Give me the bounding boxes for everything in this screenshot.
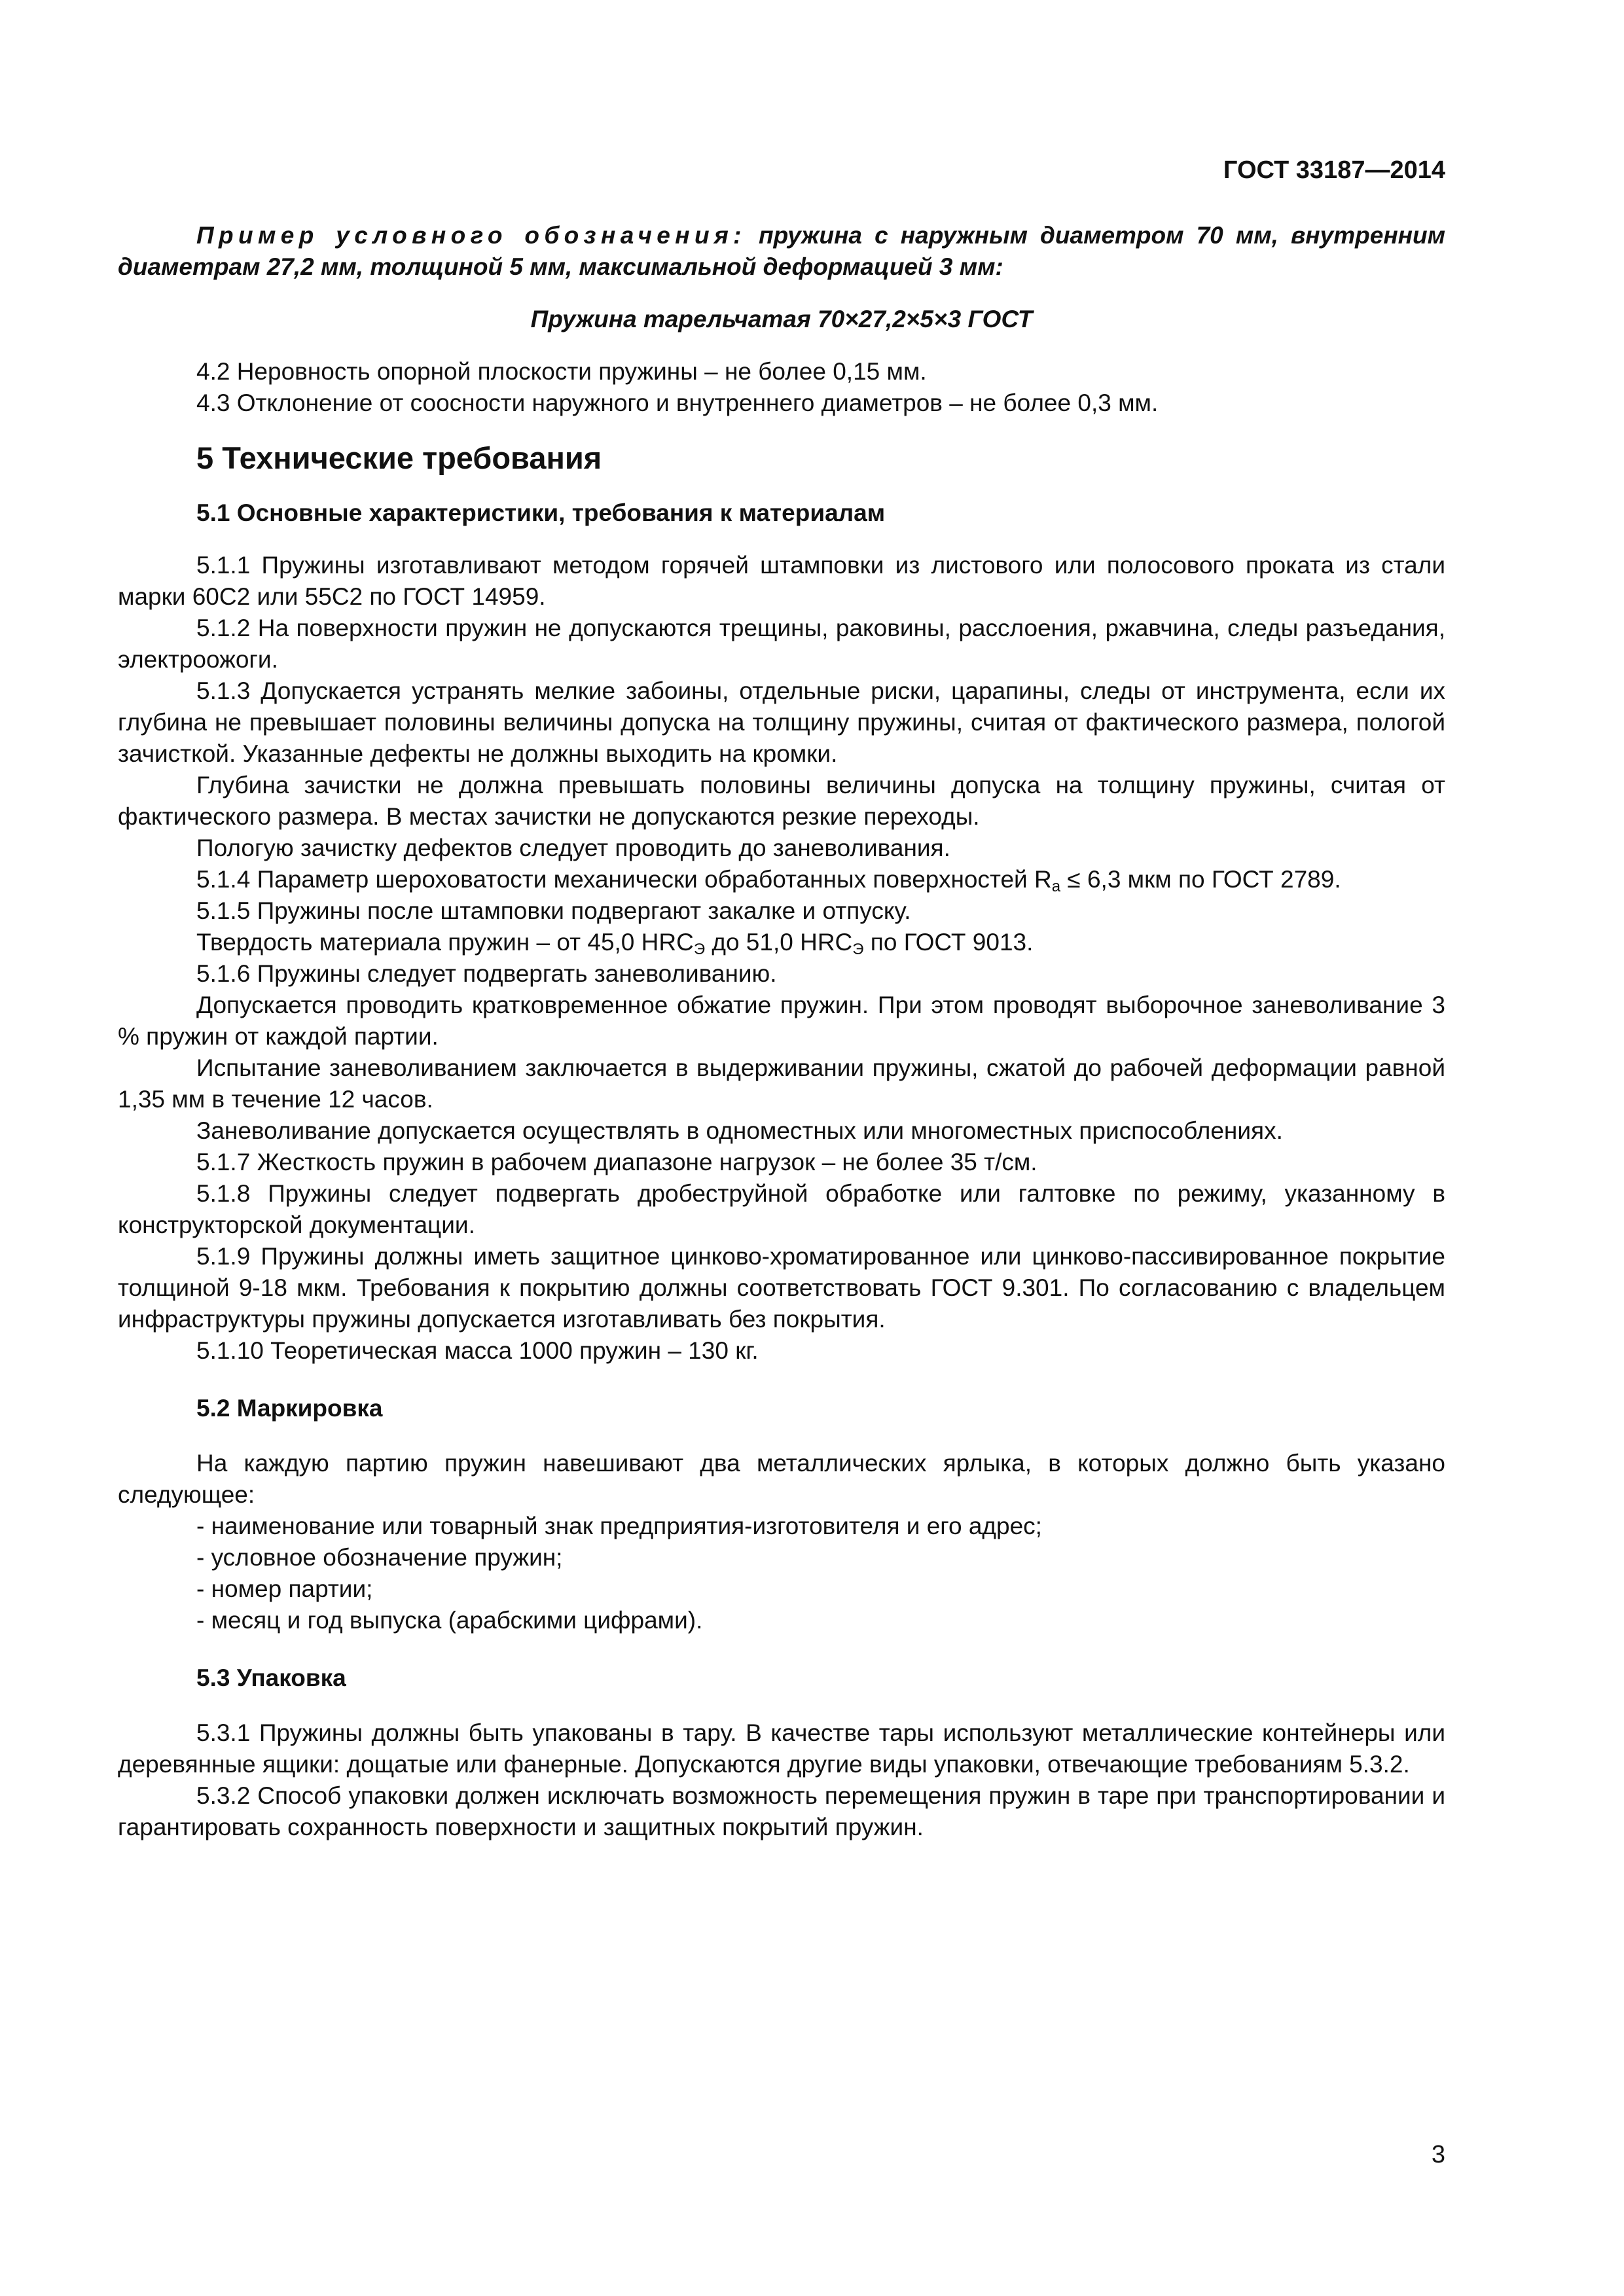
page-number: 3	[1431, 2141, 1445, 2168]
clause-5-1-6-fixtures: Заневоливание допускается осуществлять в одноместных или многоместных приспособлениях.	[196, 1117, 1283, 1144]
clause-5-3-2: 5.3.2 Способ упаковки должен исключать возможность перемещения пружин в таре при транспортировании и гарантировать сохранность поверхности и защитных покрытий пружин.	[118, 1782, 1445, 1840]
page-content	[118, 220, 1445, 1843]
clause-5-1-3-gentle: Пологую зачистку дефектов следует проводить до заневоливания.	[196, 834, 950, 861]
hardness-line	[118, 927, 1445, 958]
section-5-title: 5 Технические требования	[196, 440, 602, 475]
clause-5-1-8: 5.1.8 Пружины следует подвергать дробеструйной обработке или галтовке по режиму, указанному в конструкторской документации.	[118, 1180, 1445, 1238]
list-item: - наименование или товарный знак предприятия-изготовителя и его адрес;	[196, 1513, 1042, 1539]
hardness-subscript-2: Э	[852, 941, 864, 958]
clause-4-2: 4.2 Неровность опорной плоскости пружины – не более 0,15 мм.	[196, 358, 927, 385]
clause-5-1-6-test: Испытание заневоливанием заключается в выдерживании пружины, сжатой до рабочей деформации равной 1,35 мм в течение 12 часов.	[118, 1054, 1445, 1113]
clause-5-1-1: 5.1.1 Пружины изготавливают методом горячей штамповки из листового или полосового проката из стали марки 60С2 или 55С2 по ГОСТ 14959.	[118, 552, 1445, 610]
clause-5-1-3: 5.1.3 Допускается устранять мелкие забоины, отдельные риски, царапины, следы от инструмента, если их глубина не превышает половины величины допуска на толщину пружины, считая от фактического размера, пологой зачисткой. Указанные дефекты не должны выходить на кромки.	[118, 677, 1445, 767]
marking-list	[118, 1511, 1445, 1636]
clause-5-1-3-depth: Глубина зачистки не должна превышать половины величины допуска на толщину пружины, считая от фактического размера. В местах зачистки не допускаются резкие переходы.	[118, 772, 1445, 830]
designation-example	[118, 220, 1445, 283]
roughness-text: 5.1.4 Параметр шероховатости механически обработанных поверхностей R	[196, 866, 1052, 893]
list-item: - месяц и год выпуска (арабскими цифрами).	[196, 1607, 703, 1634]
clause-5-1-2: 5.1.2 На поверхности пружин не допускаются трещины, раковины, расслоения, ржавчина, следы разъедания, электроожоги.	[118, 615, 1445, 673]
clause-5-3-1: 5.3.1 Пружины должны быть упакованы в тару. В качестве тары используют металлические контейнеры или деревянные ящики: дощатые или фанерные. Допускаются другие виды упаковки, отвечающие требованиям 5.3.2.	[118, 1719, 1445, 1778]
clause-5-1-10: 5.1.10 Теоретическая масса 1000 пружин – 130 кг.	[196, 1337, 759, 1364]
clause-5-1-6: 5.1.6 Пружины следует подвергать заневоливанию.	[196, 960, 777, 987]
clause-4-3: 4.3 Отклонение от соосности наружного и внутреннего диаметров – не более 0,3 мм.	[196, 389, 1159, 416]
hardness-subscript-1: Э	[693, 941, 706, 958]
clause-5-1-6-compression: Допускается проводить кратковременное обжатие пружин. При этом проводят выборочное заневоливание 3 % пружин от каждой партии.	[118, 992, 1445, 1050]
hardness-text-b: до 51,0 HRC	[705, 929, 853, 956]
marking-intro: На каждую партию пружин навешивают два металлических ярлыка, в которых должно быть указано следующее:	[118, 1450, 1445, 1508]
clause-5-1-4	[118, 864, 1445, 895]
hardness-text-a: Твердость материала пружин – от 45,0 HRC	[196, 929, 694, 956]
section-5-3-title: 5.3 Упаковка	[196, 1664, 346, 1691]
list-item: - номер партии;	[196, 1575, 373, 1602]
roughness-subscript: a	[1051, 878, 1061, 895]
designation-line: Пружина тарельчатая 70×27,2×5×3 ГОСТ	[530, 306, 1033, 332]
example-text: пружина с наружным диаметром 70 мм, внутренним диаметрам 27,2 мм, толщиной 5 мм, максимальной деформацией 3 мм:	[118, 222, 1445, 280]
standard-code: ГОСТ 33187—2014	[1223, 156, 1445, 184]
section-5-1-title: 5.1 Основные характеристики, требования к материалам	[196, 499, 886, 526]
example-label: Пример условного обозначения:	[196, 222, 746, 249]
section-5-2-title: 5.2 Маркировка	[196, 1395, 383, 1422]
clause-5-1-9: 5.1.9 Пружины должны иметь защитное цинково-хроматированное или цинково-пассивированное покрытие толщиной 9-18 мкм. Требования к покрытию должны соответствовать ГОСТ 9.301. По согласованию с владельцем инфраструктуры пружины допускается изготавливать без покрытия.	[118, 1243, 1445, 1333]
list-item: - условное обозначение пружин;	[196, 1544, 563, 1571]
clause-5-1-7: 5.1.7 Жесткость пружин в рабочем диапазоне нагрузок – не более 35 т/см.	[196, 1149, 1038, 1175]
clause-5-1-5: 5.1.5 Пружины после штамповки подвергают закалке и отпуску.	[196, 897, 911, 924]
hardness-text-c: по ГОСТ 9013.	[863, 929, 1034, 956]
roughness-value: ≤ 6,3 мкм по ГОСТ 2789.	[1060, 866, 1341, 893]
